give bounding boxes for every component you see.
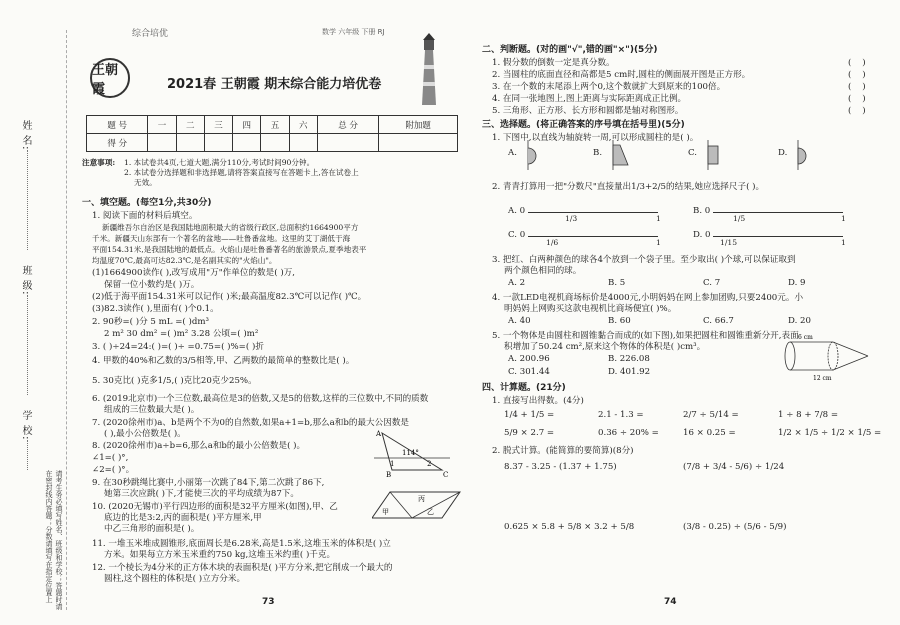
calc-1-item-1: 1/4 + 1/5 = [504, 410, 555, 420]
right-page [478, 0, 896, 625]
choice-2: 2. 青青打算用一把"分数尺"直接量出1/3+2/5的结果,她应选择尺子( )。 [492, 182, 765, 192]
c2-opt-d: D. 0 [693, 230, 711, 240]
calc-2: 2. 脱式计算。(能简算的要简算)(8分) [492, 446, 634, 456]
cell-total: 总 分 [317, 116, 378, 134]
c4-opt-c: C. 66.7 [703, 316, 734, 326]
section-1-title: 一、填空题。(每空1分,共30分) [82, 198, 212, 208]
fig-angle-2: 2 [427, 460, 432, 468]
score-cell[interactable] [176, 134, 204, 152]
question-8-angle: ∠1=( )°, [92, 453, 129, 463]
c3-opt-a: A. 2 [508, 278, 526, 288]
cell-extra: 附加题 [379, 116, 458, 134]
question-9: 9. 在30秒跳绳比赛中,小丽第一次跳了84下,第二次跳了86下, [92, 478, 325, 488]
cell-q3: 三 [204, 116, 232, 134]
c1-opt-b: B. [593, 148, 603, 158]
question-10: 10. (2020无锡市)平行四边形的面积是32平方厘米(如图),甲、乙 [92, 502, 338, 512]
calc-2-item-1: 8.37 - 3.25 - (1.37 + 1.75) [504, 462, 617, 472]
page-number-right: 74 [664, 597, 677, 607]
note-1: 1. 本试卷共4页,七道大题,满分110分,考试时间90分钟。 [124, 158, 315, 167]
ruler-d-end: 1 [841, 238, 846, 247]
shape-d-circle [793, 140, 823, 170]
c2-opt-a: A. 0 [508, 206, 526, 216]
dim-6cm: 6 cm [798, 334, 813, 341]
notes-label: 注意事项: [82, 158, 116, 167]
score-row [87, 134, 458, 152]
score-cell[interactable] [148, 134, 176, 152]
choice-1: 1. 下图中,以直线为轴旋转一周,可以形成圆柱的是( )。 [492, 133, 699, 143]
passage-line-4: 均温度70℃,最高可达82.3℃,是名副其实的"火焰山"。 [92, 256, 277, 265]
calc-1-item-3: 2/7 ÷ 5/14 = [683, 410, 739, 420]
calc-2-item-4: (3/8 - 0.25) ÷ (5/6 - 5/9) [683, 522, 787, 532]
passage-line-3: 平面154.31米,是我国陆地的最低点。火焰山是吐鲁番著名的旅游景点,夏季地表平 [92, 245, 367, 254]
triangle-figure [372, 428, 452, 478]
c3-opt-c: C. 7 [703, 278, 721, 288]
question-1c: (3)82.3读作( ),里面有( )个0.1。 [92, 304, 219, 314]
c5-opt-b: B. 226.08 [608, 354, 650, 364]
question-1: 1. 阅读下面的材料后填空。 [92, 211, 198, 221]
passage-line-1: 新疆维吾尔自治区是我国陆地面积最大的省级行政区,总面积约1664900平方 [102, 223, 359, 232]
judge-1: 1. 假分数的倒数一定是真分数。 [492, 58, 615, 68]
calc-1-item-8: 1/2 × 1/5 ÷ 1/2 × 1/5 = [778, 428, 882, 438]
judge-answer-1[interactable]: ( ) [848, 58, 866, 68]
calc-1-item-6: 0.36 ÷ 20% = [598, 428, 659, 438]
calc-1-item-7: 16 × 0.25 = [683, 428, 736, 438]
calc-1-item-5: 5/9 × 2.7 = [504, 428, 555, 438]
question-1a2: 保留一位小数约是( )万。 [104, 280, 200, 290]
note-2: 2. 本试卷分选择题和非选择题,请将答案直接写在答题卡上,答在试卷上 [124, 168, 359, 177]
calc-2-item-2: (7/8 + 3/4 - 5/6) ÷ 1/24 [683, 462, 785, 472]
choice-5b: 积增加了50.24 cm²,原来这个物体的体积是( )cm³。 [504, 342, 706, 352]
ruler-b-end: 1 [841, 214, 846, 223]
choice-4b: 明妈妈上网购买这款电视机比商场便宜( )%。 [504, 304, 677, 314]
c4-opt-b: B. 60 [608, 316, 631, 326]
class-line [27, 295, 28, 395]
question-10b: 底边的比是3:2,丙的面积是( )平方厘米,甲 [104, 513, 262, 523]
shape-b-trapezoid [608, 140, 638, 170]
brand-logo: 王朝霞 [90, 58, 130, 98]
score-cell[interactable] [233, 134, 261, 152]
ruler-b-mark: 1/5 [733, 214, 746, 223]
c4-opt-d: D. 20 [788, 316, 811, 326]
judge-answer-5[interactable]: ( ) [848, 106, 866, 116]
choice-4: 4. 一款LED电视机商场标价是4000元,小明妈妈在网上参加团购,只要2400元。小 [492, 293, 804, 303]
c5-opt-c: C. 301.44 [508, 367, 550, 377]
question-7: 7. (2020徐州市)a、b是两个不为0的自然数,如果a+1=b,那么a和b的最大公因数是 [92, 418, 410, 428]
section-4-title: 四、计算题。(21分) [482, 383, 566, 393]
judge-answer-2[interactable]: ( ) [848, 70, 866, 80]
ruler-c-mark: 1/6 [546, 238, 559, 247]
class-label: 班 级: [20, 265, 31, 296]
c4-opt-a: A. 40 [508, 316, 531, 326]
fig-label-b: B [386, 471, 392, 478]
question-2b: 2 m² 30 dm² =( )m² 3.28 公顷=( )m² [104, 329, 259, 339]
header-meta: 数学 六年级 下册 RJ [322, 28, 385, 36]
school-line [27, 440, 28, 470]
question-3: 3. ( )÷24=24:( )=( )÷ =0.75=( )%=( )折 [92, 342, 264, 352]
ruler-a [528, 212, 658, 213]
left-page [72, 0, 472, 625]
fig-label-a: A [376, 430, 382, 438]
cell-q1: 一 [148, 116, 176, 134]
question-1b: (2)低于海平面154.31米可以记作( )米;最高温度82.3℃可以记作( )℃。 [92, 292, 367, 302]
c5-opt-a: A. 200.96 [508, 354, 550, 364]
cut-line [66, 30, 67, 610]
par-label-yi: 乙 [427, 508, 434, 516]
judge-3: 3. 在一个数的末尾添上两个0,这个数就扩大到原来的100倍。 [492, 82, 726, 92]
c2-opt-c: C. 0 [508, 230, 526, 240]
score-cell[interactable] [289, 134, 317, 152]
c3-opt-d: D. 9 [788, 278, 806, 288]
cell-q6: 六 [289, 116, 317, 134]
judge-5: 5. 三角形、正方形、长方形和圆都是轴对称图形。 [492, 106, 684, 116]
c3-opt-b: B. 5 [608, 278, 626, 288]
score-cell[interactable] [379, 134, 458, 152]
calc-1: 1. 直接写出得数。(4分) [492, 396, 584, 406]
fig-angle-114: 114° [402, 449, 419, 457]
choice-3b: 两个颜色相同的球。 [504, 266, 582, 276]
judge-answer-4[interactable]: ( ) [848, 94, 866, 104]
calc-1-item-2: 2.1 - 1.3 = [598, 410, 644, 420]
section-2-title: 二、判断题。(对的画"√",错的画"×")(5分) [482, 45, 658, 55]
ruler-a-mark: 1/3 [565, 214, 578, 223]
exam-title: 2021春 王朝霞 期末综合能力培优卷 [167, 77, 382, 92]
calc-2-item-3: 0.625 × 5.8 + 5/8 × 3.2 + 5/8 [504, 522, 635, 532]
c1-opt-a: A. [508, 148, 517, 158]
question-11b: 方米。如果每立方米玉米重约750 kg,这堆玉米约重( )千克。 [104, 550, 336, 560]
shape-a-semicircle [523, 140, 553, 170]
binding-notice: 请考生务必填写姓名、班级和学校；答题时请在密封线内答题；分数请填写在指定位置上 [45, 470, 63, 610]
question-5: 5. 30克比( )克多1/5,( )克比20克少25%。 [92, 376, 257, 386]
name-label: 姓 名: [20, 120, 31, 151]
ruler-c-end: 1 [656, 238, 661, 247]
cylinder-cone-figure [778, 332, 878, 382]
score-cell[interactable] [261, 134, 289, 152]
cell-q5: 五 [261, 116, 289, 134]
ruler-d [713, 236, 843, 237]
c1-opt-d: D. [778, 148, 788, 158]
question-1a: (1)1664900读作( ),改写成用"万"作单位的数是( )万, [92, 268, 296, 278]
judge-4: 4. 在同一张地图上,图上距离与实际距离成正比例。 [492, 94, 687, 104]
passage-line-2: 千米。新疆天山东部有一个著名的盆地——吐鲁番盆地。这里的艾丁湖低于海 [92, 234, 351, 243]
question-9b: 她第三次应跳( )下,才能使三次的平均成绩为87下。 [104, 489, 299, 499]
ruler-c [528, 236, 658, 237]
question-6: 6. (2019北京市)一个三位数,最高位是3的倍数,又是5的倍数,这样的三位数中,不同的质数 [92, 394, 429, 404]
cell-q2: 二 [176, 116, 204, 134]
choice-3: 3. 把红、白两种颜色的球各4个放到一个袋子里。至少取出( )个球,可以保证取到 [492, 255, 796, 265]
score-cell[interactable] [317, 134, 378, 152]
question-12: 12. 一个棱长为4分米的正方体木块的表面积是( )平方分米,把它削成一个最大的 [92, 563, 393, 573]
judge-answer-3[interactable]: ( ) [848, 82, 866, 92]
judge-2: 2. 当圆柱的底面直径和高都是5 cm时,圆柱的侧面展开图是正方形。 [492, 70, 751, 80]
question-2: 2. 90秒=( )分 5 mL =( )dm³ [92, 317, 209, 327]
name-line [27, 150, 28, 250]
question-4: 4. 甲数的40%和乙数的3/5相等,甲、乙两数的最简单的整数比是( )。 [92, 356, 355, 366]
score-table [86, 115, 458, 152]
school-label: 学 校: [20, 410, 31, 441]
section-3-title: 三、选择题。(将正确答案的序号填在括号里)(5分) [482, 120, 685, 130]
cell-q4: 四 [233, 116, 261, 134]
ruler-b [713, 212, 843, 213]
lighthouse-icon [414, 30, 444, 110]
header-tag: 综合培优 [132, 29, 169, 39]
question-11: 11. 一堆玉米堆成圆锥形,底面周长是6.28米,高是1.5米,这堆玉米的体积是( )立 [92, 539, 391, 549]
score-cell[interactable] [204, 134, 232, 152]
score-header-row [87, 116, 458, 134]
question-8-angle2: ∠2=( )°。 [92, 465, 135, 475]
question-6b: 组成的三位数最大是( )。 [104, 405, 200, 415]
par-label-jia: 甲 [382, 508, 389, 516]
note-2b: 无效。 [134, 178, 157, 187]
ruler-a-end: 1 [656, 214, 661, 223]
page-number-left: 73 [262, 597, 275, 607]
fig-angle-1: 1 [390, 460, 395, 468]
binding-strip [0, 0, 70, 625]
question-10c: 中乙三角形的面积是( )。 [104, 524, 200, 534]
cell-label: 题 号 [87, 116, 148, 134]
c2-opt-b: B. 0 [693, 206, 711, 216]
choice-5: 5. 一个物体是由圆柱和圆锥黏合而成的(如下图),如果把圆柱和圆锥重新分开,表面 [492, 331, 799, 341]
ruler-d-mark: 1/15 [720, 238, 738, 247]
fig-label-c: C [443, 471, 449, 478]
c1-opt-c: C. [688, 148, 698, 158]
dim-12cm: 12 cm [813, 375, 832, 382]
score-row-label: 得 分 [87, 134, 148, 152]
shape-c-rectangle [703, 140, 733, 170]
question-7b: ( ),最小公倍数是( )。 [104, 429, 186, 439]
calc-1-item-4: 1 ÷ 8 + 7/8 = [778, 410, 839, 420]
c5-opt-d: D. 401.92 [608, 367, 651, 377]
question-8: 8. (2020徐州市)a÷b=6,那么a和b的最小公倍数是( )。 [92, 441, 306, 451]
question-12b: 圆柱,这个圆柱的体积是( )立方分米。 [104, 574, 246, 584]
par-label-bing: 丙 [418, 495, 425, 503]
parallelogram-figure [372, 488, 462, 522]
